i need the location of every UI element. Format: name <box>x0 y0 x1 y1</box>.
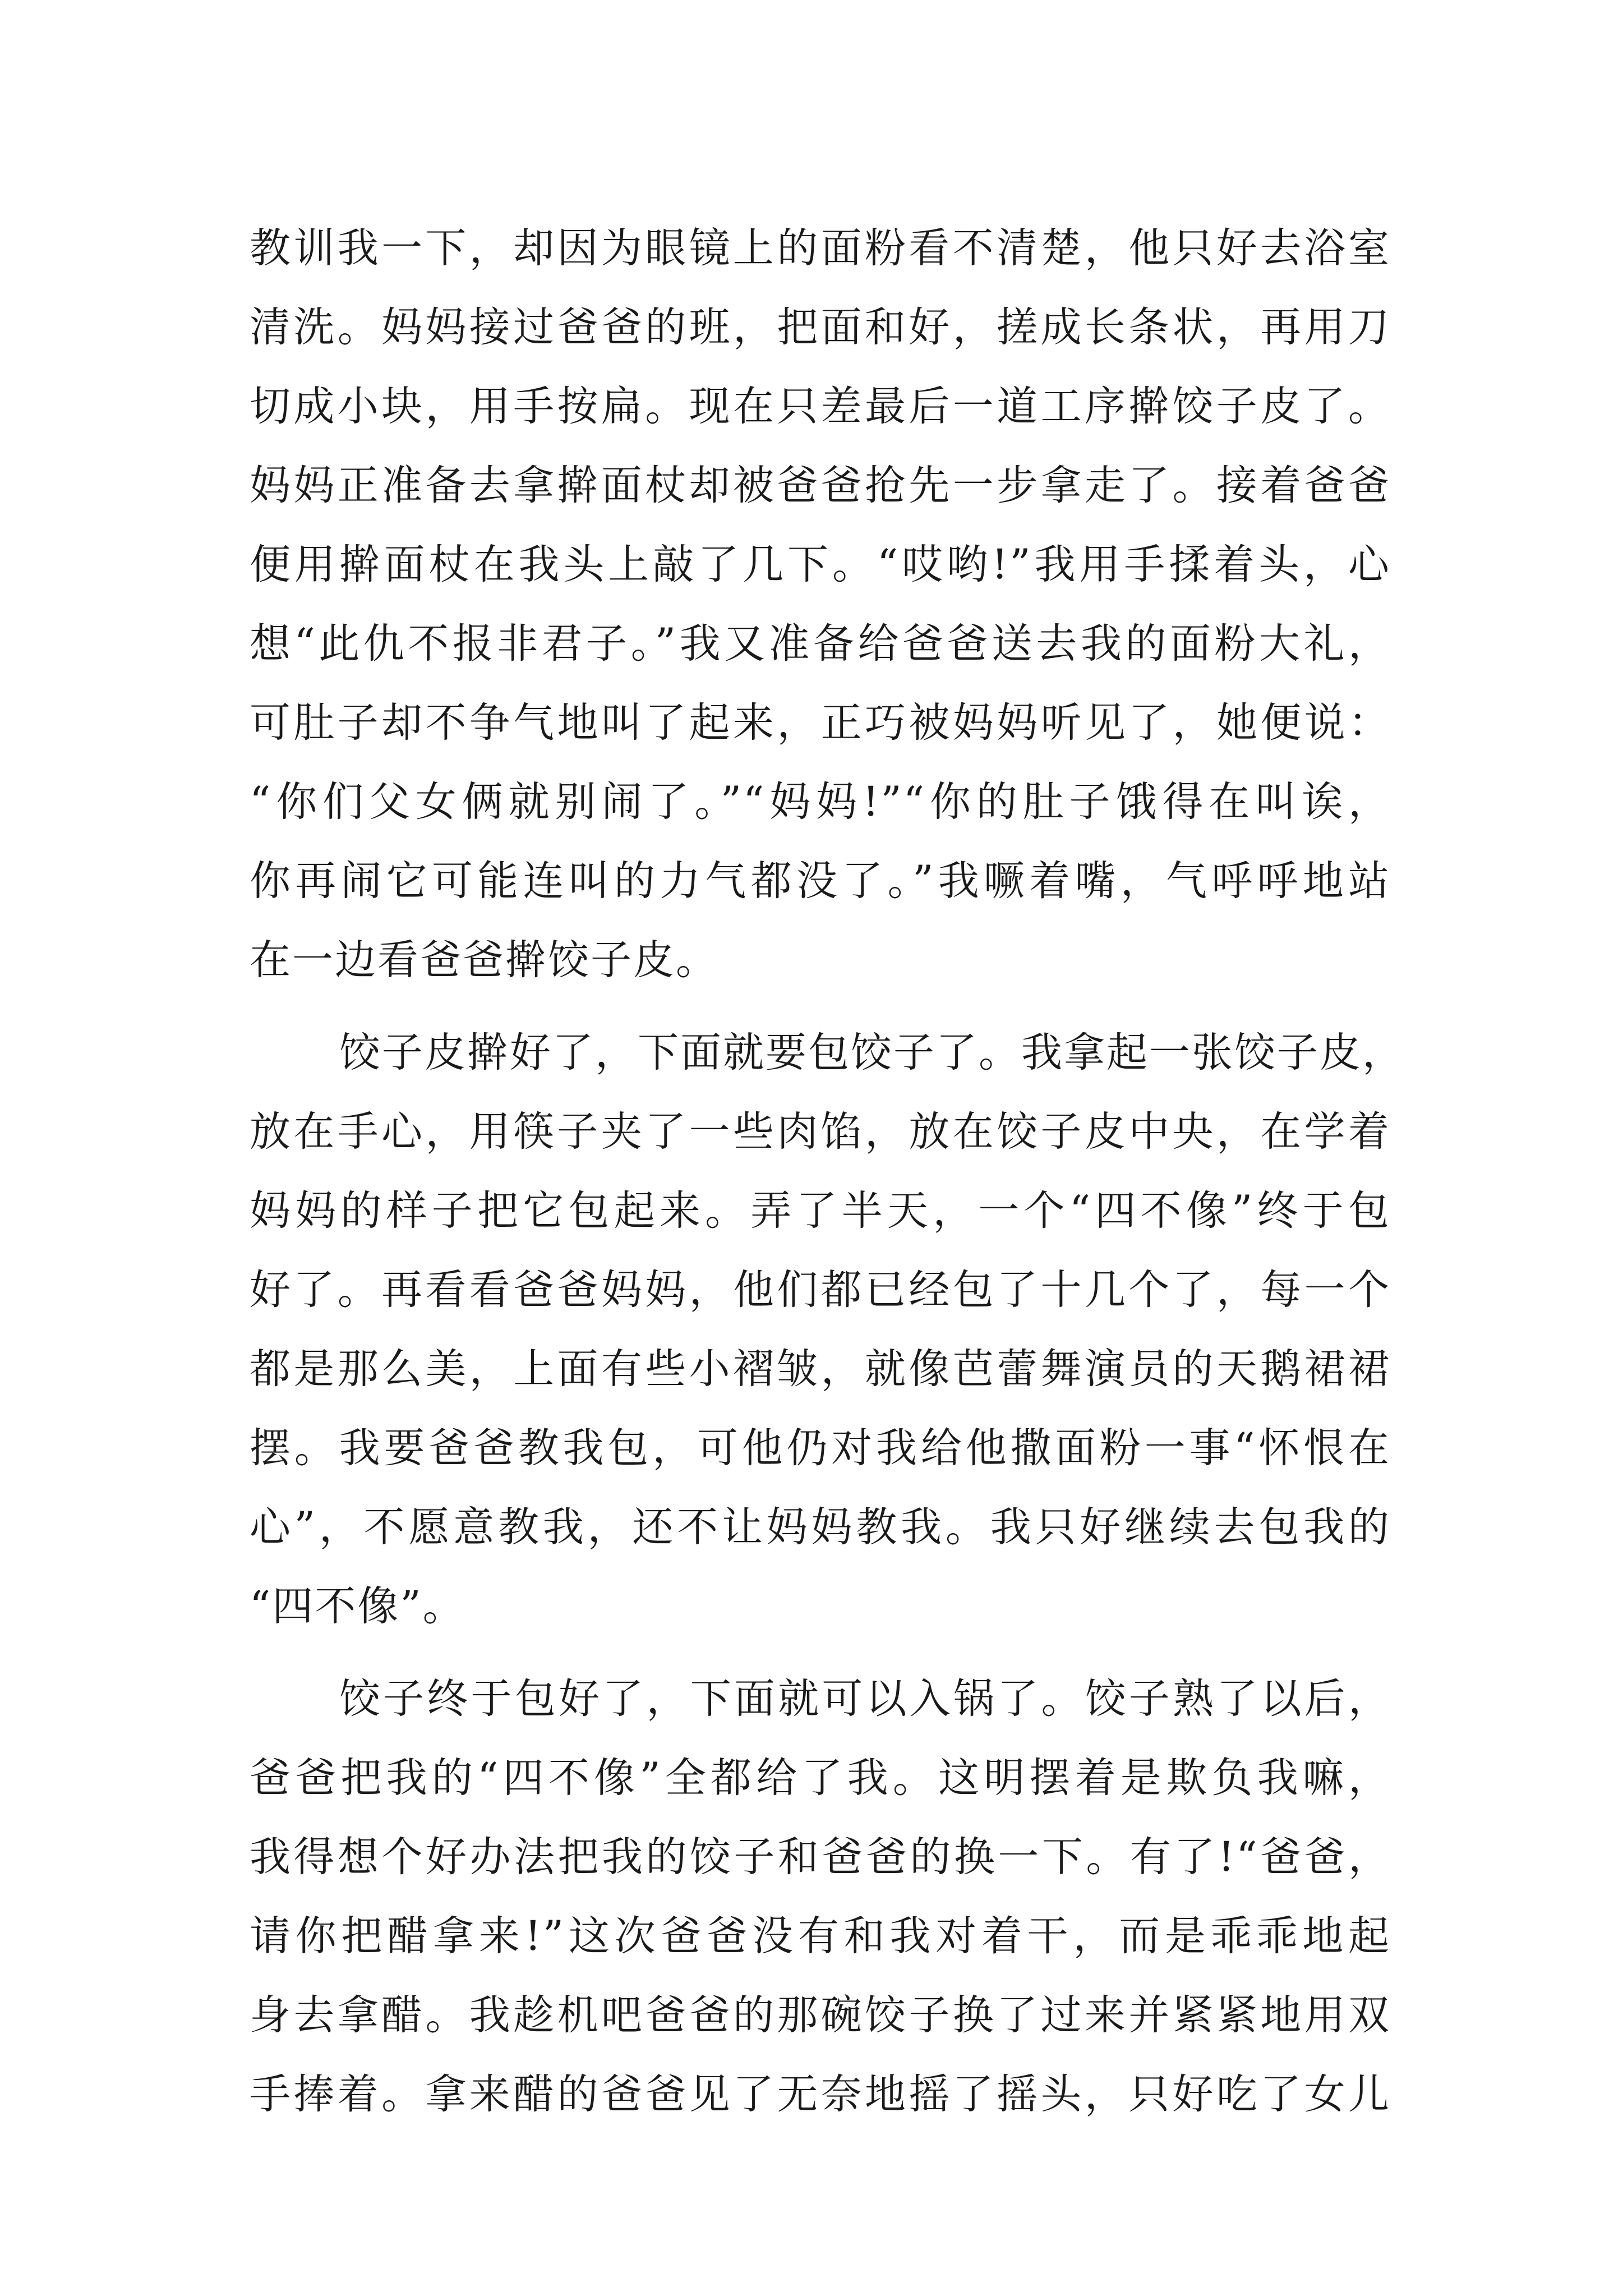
text-line: 好了。再看看爸爸妈妈，他们都已经包了十几个了，每一个 <box>250 1266 1391 1314</box>
text-line: 在一边看爸爸擀饺子皮。 <box>250 936 718 984</box>
text-line: 饺子终于包好了，下面就可以入锅了。饺子熟了以后， <box>339 1675 1391 1723</box>
text-line: 妈妈的样子把它包起来。弄了半天，一个“四不像”终于包 <box>250 1187 1391 1235</box>
text-line: 身去拿醋。我趁机吧爸爸的那碗饺子换了过来并紧紧地用双 <box>250 1991 1391 2039</box>
text-line: 我得想个好办法把我的饺子和爸爸的换一下。有了!“爸爸， <box>250 1833 1391 1881</box>
text-line: 教训我一下，却因为眼镜上的面粉看不清楚，他只好去浴室 <box>250 224 1391 272</box>
body-text <box>250 209 1405 2134</box>
text-line: 便用擀面杖在我头上敲了几下。“哎哟!”我用手揉着头，心 <box>250 541 1391 588</box>
text-line: 心”，不愿意教我，还不让妈妈教我。我只好继续去包我的 <box>250 1503 1391 1551</box>
text-line: 请你把醋拿来!”这次爸爸没有和我对着干，而是乖乖地起 <box>250 1912 1391 1960</box>
text-line: 放在手心，用筷子夹了一些肉馅，放在饺子皮中央，在学着 <box>250 1108 1391 1156</box>
text-line: 想“此仇不报非君子。”我又准备给爸爸送去我的面粉大礼， <box>250 620 1391 668</box>
text-line: 摆。我要爸爸教我包，可他仍对我给他撒面粉一事“怀恨在 <box>250 1424 1391 1472</box>
text-line: 妈妈正准备去拿擀面杖却被爸爸抢先一步拿走了。接着爸爸 <box>250 462 1391 509</box>
text-line: 清洗。妈妈接过爸爸的班，把面和好，搓成长条状，再用刀 <box>250 303 1391 351</box>
text-line: “四不像”。 <box>250 1582 465 1630</box>
text-line: 手捧着。拿来醋的爸爸见了无奈地摇了摇头，只好吃了女儿 <box>250 2070 1391 2118</box>
text-line: 都是那么美，上面有些小褶皱，就像芭蕾舞演员的天鹅裙裙 <box>250 1345 1391 1393</box>
text-line: 可肚子却不争气地叫了起来，正巧被妈妈听见了，她便说： <box>250 699 1391 747</box>
text-line: 饺子皮擀好了，下面就要包饺子了。我拿起一张饺子皮， <box>339 1029 1405 1076</box>
paragraph-gap <box>250 1646 1391 1659</box>
paragraph-gap <box>250 1000 1391 1013</box>
text-line: 切成小块，用手按扁。现在只差最后一道工序擀饺子皮了。 <box>250 383 1391 430</box>
text-line: 爸爸把我的“四不像”全都给了我。这明摆着是欺负我嘛， <box>250 1754 1391 1802</box>
text-line: “你们父女俩就别闹了。”“妈妈!”“你的肚子饿得在叫诶， <box>250 778 1391 826</box>
text-line: 你再闹它可能连叫的力气都没了。”我噘着嘴，气呼呼地站 <box>250 857 1391 905</box>
